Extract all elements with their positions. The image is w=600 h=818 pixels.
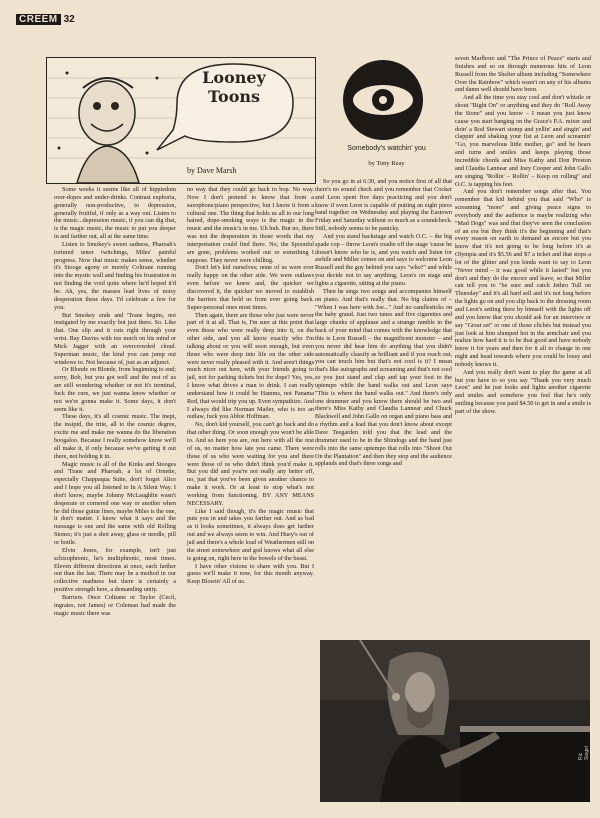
paragraph: Elvin Jones, for example, isn't just schizophrenic, he's multiphrenic, most times. Eleven different directions at once, each farther out than the last. There may be a method in our collective madness but there is certainly a positive strength here, a demanding unity. (54, 546, 176, 594)
paragraph: seven Marlboro and "The Prince of Peace" starts and finishes and so on through numerous hits of Leon Russell from the Shelter album including "Somewhere Over the Rainbow" which wasn't on any of his albums and damn well should have been. (455, 55, 591, 94)
paragraph: And you stand backstage and watch O.C. – the big spade cop – throw Leon's roadie off the stage 'cause he doesn't know who he is, and you watch and listen for awhile and Miller comes on and says to welcome Leon Russell and the guy behind you says "who?" and while you decide not to say anything, Leon's on stage and lights a cigarette, sitting at the piano. (315, 232, 452, 287)
paragraph: I have other visions to share with you. But I guess we'll make it now, for this month anyway. Keep Blowin' All of us. (187, 562, 314, 586)
article-title: Somebody's watchin' you (347, 145, 426, 152)
paragraph: No, don't kid yourself, you can't go back and do that other thing. Or soon enough you won't be able to. And so here you are, out here with all the rest of us, no matter how late you came. There were those of us who were waiting for you and there were those of us who didn't think you'd make it. But you did and you're not really any better off, no, just that you've been given another chance to make it work. Or at least to stop what's not working from functioning. BY ANY MEANS NECESSARY. (187, 421, 314, 507)
page-header (16, 14, 75, 25)
photo-image (320, 640, 590, 802)
paragraph: Listen to Smokey's sweet sadness, Pharoah's tortured tenor twitchings, Miles' painful progress. Now that music makes sense, whether it's Stooge agony or merely Coltrane running into the mystic wall and finding his frustration in not finding the void quite where he'd hoped it'd be. Ah, yes, the masses lead lives of noisy desperation these days. I'd celebrate a few for you. (54, 240, 176, 311)
paragraph: So you go in at 6:30, and you notice first of all that there's no sound check and you remember that Cocker and Leon spent five days practicing and you don't know if even Leon is capable of putting an eight piece band together on Wednesday and playing the Eastown Friday and Saturday without so much as a soundcheck. Still, nobody seems to be panicky. (315, 178, 452, 233)
paragraph: These days, it's all cosmic music. The inept, the insipid, the trite, all to the cosmic degree, excite me and make me wanna do the liberation boogaloo. Because I really somehow know we'll all make it, if only because we've getting it out there, not holding it in. (54, 413, 176, 460)
paragraph: And you really don't want to play the game at all but you have to so you say "Thank you very much Leon" and he just looks and lights another cigarette and smiles and somehow you feel that he's only smiling because you paid $4.50 to get in and a smile is part of the show. (455, 368, 591, 415)
paragraph: Like I said though, it's the magic music that puts you in and takes you farther out. And as bad as it looks sometimes, it always does get farther out and we always seem to win. And Huey's out of jail and there's a whole load of Weathermen still on the street somewhere and god knows what all else is going on, right here in the bowels of the beast. (187, 507, 314, 562)
paragraph: Magic music is all of the Kinks and Stooges and 'Trane and Pharoah, a lot of Ornette, especially Chappaqua Suite, don't forget Alice and I hope you all listened to In A Silent Way. I don't know, maybe Johnny McLaughlin wasn't desperate or cornered one way or another when he did those guitar lines, maybe Miles is the one, it don't matter. I know what it says and the message is one and the same with old Rolling Stones; it's just a shot away, glass or needle, pill or bottle. (54, 460, 176, 546)
paragraph: Then again, there are those who just were never part of it at all. That is, I'm sure at this point that even those who were really deep into it, on the other side, and you all know exactly who I'm talking about or you will soon enough, but even those who were deep into life on the other side were never really pleased with it. And aren't things much nicer out here, with your friends going to jail, not for parking tickets but for dope? Yes, yes, I know what drives a man to drink. I can really understand how it could be Hamms, not Panama Red, that would trip you up. Even sympathize. And I always did like Norman Mailer, who is too an outlaw, fuck you Abbie Hoffman. (187, 311, 314, 421)
page-number: 32 (63, 14, 75, 25)
cartoon-title-line2: Toons (207, 87, 261, 106)
paragraph: Barriers. Once Coltrane or Taylor (Cecil, ingrates, not James) or Coleman had made the magic music there was (54, 593, 176, 617)
paragraph: And all the time you stay cool and don't whistle or shout "Right On" or anything and they do "Roll Away the Stone" and you know – I mean you just know cause you start banging on the Grace's P.A. mixer and doin' a Rod Stewart stomp and yellin' and singin' and clappin' and shaking your fist at Leon and screamin' "Go, you marvelous little mother, go" and he hears and turns and smiles and keeps playing those incredible chords and Miss Kathy and Don Preston and Claudia Lannear and Joey Cooper and John Gallo are singing "Rollin' – Rollin' – Keep on rolling" and O.C. is tapping his feet. (455, 94, 591, 188)
masthead: CREEM (16, 14, 61, 25)
article-byline: by Tony Reay (368, 160, 405, 167)
column-2 (187, 186, 314, 586)
paragraph: Or Blonde on Blonde, from beginning to end; sorry, Bob, but you got well and the rest of us are still wondering whether or not it's terminal, fuck the cure, we just wanna know whether or not we're gonna make it. Some days, it don't seem like it. (54, 366, 176, 413)
column-1 (54, 186, 176, 617)
paragraph: Don't let's kid ourselves; none of us were ever really happy on the other side. We were outlaws even before we knew and, the quicker we discovered it, the quicker we moved to establish the barriers that hold us from ever going back. Super-personal ones most times. (187, 264, 314, 311)
cartoon-speech-bubble (179, 68, 289, 138)
column-3 (315, 162, 452, 468)
concert-photo (320, 640, 590, 802)
cartoon-title-line1: Looney (202, 68, 266, 87)
paragraph: And you don't remember songs after that. You remember that kid behind you that said "Who" is screaming "more" and giving peace signs to everybody and the audience is maybe realizing who "Mad Dogs" was and that they've seen the conclusion of an era but they think it's the beginning and that's every reason on earth to demand an encore but you know that it's not going to be long before it's at Olympia and it's $5.56 and $7 a ticket and that stops a lot of the glitter and you kinda want to say to Leon "Never mind – it was good while it lasted" but you don't and they do the encore and leave, so that Miller can tell you to "be sure and catch Jethro Tull on Thursday" and it's all hard sell and it's not long before the lights go on and you slip back to the dressing room and Leon's setting there by himself with the lights off and you know that you should ask for an interview or say "Great set" or one of those clichés but instead you just look at him slumped hot in the armchair and you realize how hard it is to be that good and have nobody know it for years and then for it all to change in one night and head towards where you could be lousy and nobody knows it. (455, 188, 591, 368)
column-4 (455, 55, 591, 416)
cartoon-byline: by Dave Marsh (187, 166, 237, 175)
paragraph: But Smokey ends and 'Trane begins, not instigated by me exactly but just there. So. Like that. One slip and it cuts right through your wrist. Ray Davies with too much on his mind or Mick Jagger with an overcrowded cloud. Superman music, the kind you can jump out windows to. Not because of, just as an adjunct. (54, 311, 176, 366)
paragraph: Then he sings two songs and accompanies himself on piano. And that's really that. No big claims of – "When I was here with Joe..." And no candlesticks on the baby grand. Just two tunes and five cigarettes and large chunks of applause and a strange rumble in the back of your mind that comes with the knowledge that this is Leon Russell – the magnificent monster – and you never did hear him do anything that you didn't automatically classify as brilliant and if you reach out, you can touch him but that's not cool is it? I mean that's like autographs and screaming and that's not cool so you just stand and clap and tap your foot to the uptempo while the band walks out and Leon says "This is where the band walks out." And there's only one drummer and you know there should be two and there's Miss Kathy and Claudia Lannear and Chuck Blackwell and John Gallo on organ and piano bass and a rhythm and a lead that you don't know about except Dave Teegarden told you that the lead and the drummer used to be in the Shindogs and the band just rolls into the same uptempo that rolls into "Shoot Out On the Plantation" and then they stop and the audience applauds and that's three songs and (315, 287, 452, 468)
watching-eye-graphic (341, 58, 425, 142)
photo-credit: Ric Siegel (578, 746, 590, 760)
paragraph: Some weeks it seems like all of hippiedom over-dopes and under-drinks. Contrast euphoria, generally non-productive, to depression, generally fruitful, if only as a way out. Listen to the music...depression music, if you can dig that, is the magic music, the music to put you deeper in and farther out, all at the same time. (54, 186, 176, 241)
paragraph: no way that they could go back to bop. No way. Now I don't pretend to know that from a saxophone/piano perspective, but I know it from a cultural one. The thing that holds us all to our long haired, dope-smoking ways is the magic in the music and the music's in me. Uh huh. But no, there was not the desperation in those words that my interpretation could find there. No, the Spoonful are gone, problems worked out or something I suppose. They never were chilling. (187, 186, 314, 264)
looney-toons-cartoon (46, 57, 316, 184)
